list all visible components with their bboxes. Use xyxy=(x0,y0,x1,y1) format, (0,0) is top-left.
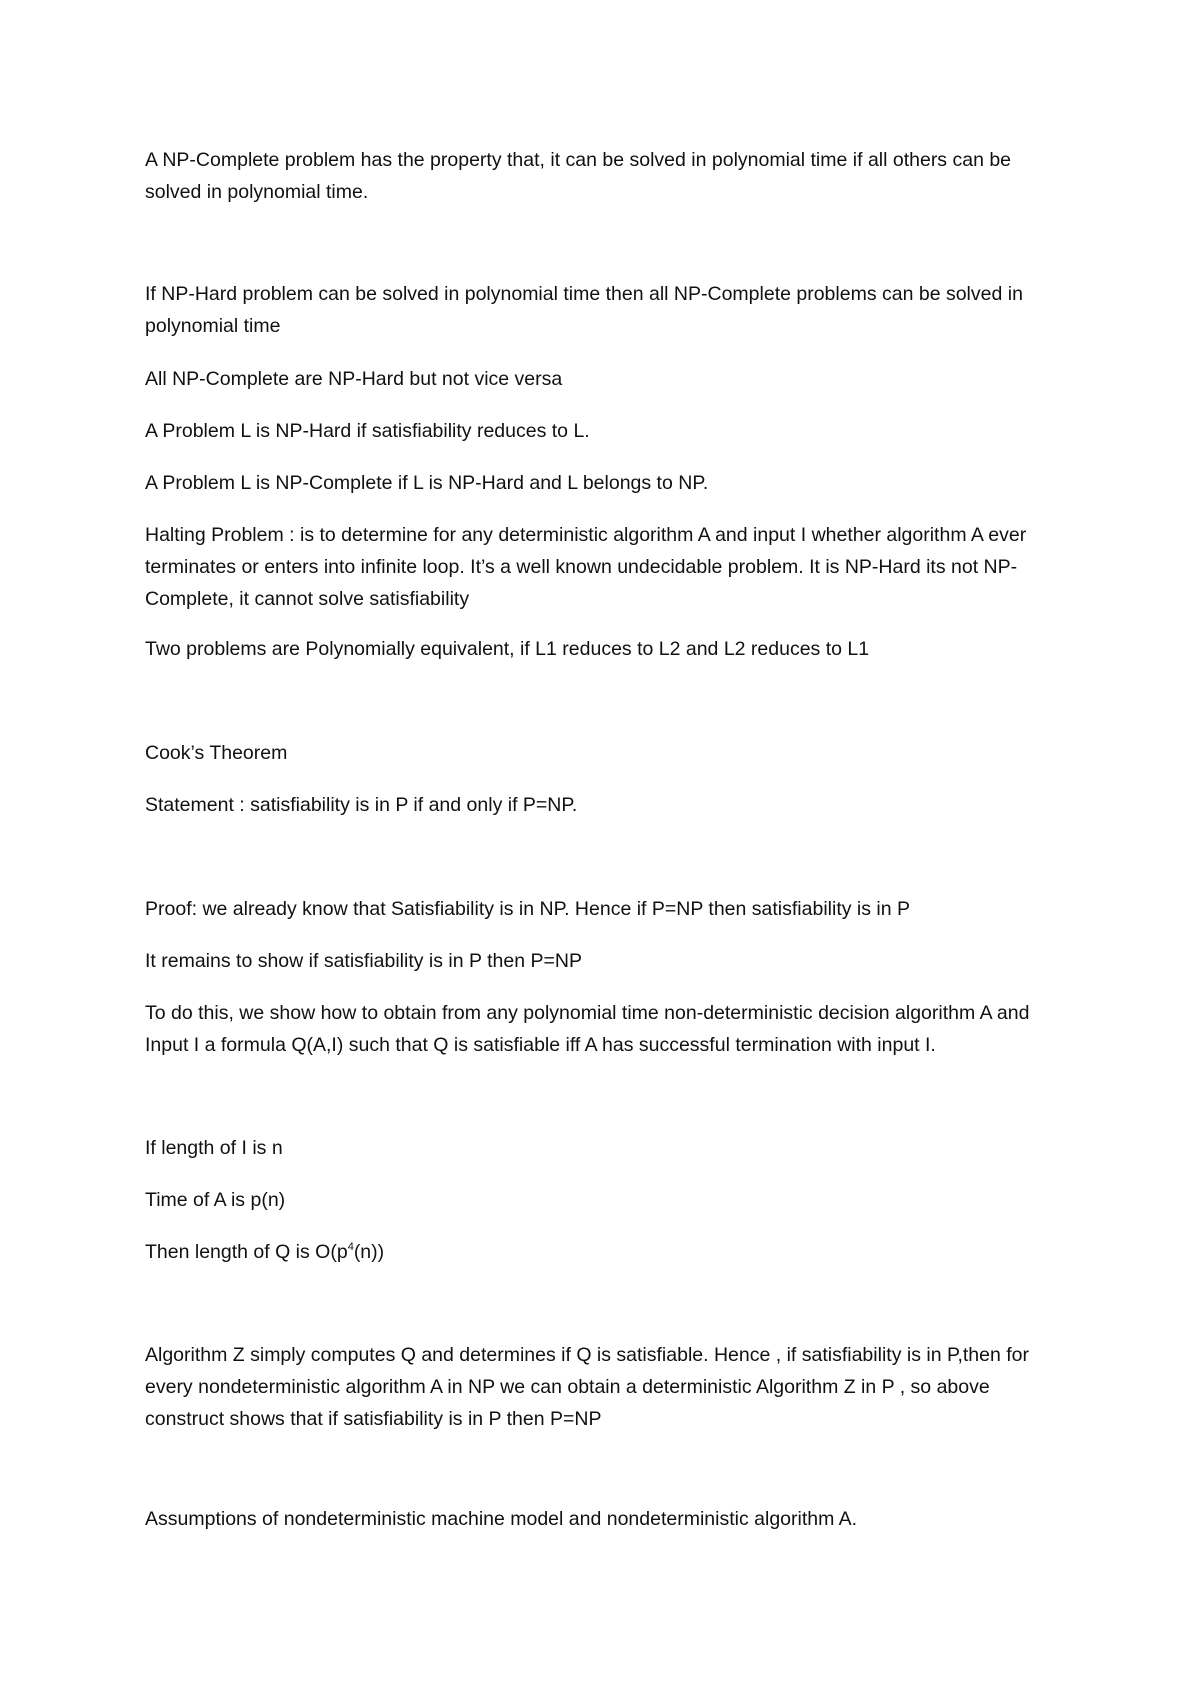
exponent: 4 xyxy=(347,1241,354,1253)
paragraph-np-complete-property: A NP-Complete problem has the property that, it can be solved in polynomial time if all others can be solved in polynomial time. xyxy=(145,149,1012,203)
paragraph-proof: Proof: we already know that Satisfiability is in NP. Hence if P=NP then satisfiability is in P xyxy=(145,898,911,920)
paragraph-remains-to-show: It remains to show if satisfiability is in P then P=NP xyxy=(145,950,582,972)
length-of-q-tail: (n)) xyxy=(353,1241,385,1263)
paragraph-time-of-a: Time of A is p(n) xyxy=(145,1189,286,1211)
paragraph-assumptions: Assumptions of nondeterministic machine model and nondeterministic algorithm A. xyxy=(145,1508,858,1530)
paragraph-length-of-q xyxy=(145,1236,1065,1268)
paragraph-length-of-i: If length of I is n xyxy=(145,1137,283,1159)
paragraph-algorithm-z: Algorithm Z simply computes Q and determines if Q is satisfiable. Hence , if satisfiability is in P,then for every nondeterministic algorithm A in NP we can obtain a deterministic Algorithm Z in P , so above construct shows that if satisfiability is in P then P=NP xyxy=(145,1344,1029,1430)
paragraph-polynomial-equivalence: Two problems are Polynomially equivalent, if L1 reduces to L2 and L2 reduces to L1 xyxy=(145,638,870,660)
paragraph-np-complete-vs-hard: All NP-Complete are NP-Hard but not vice versa xyxy=(145,368,563,390)
paragraph-np-hard-polynomial: If NP-Hard problem can be solved in polynomial time then all NP-Complete problems can be solved in polynomial time xyxy=(145,283,1023,337)
paragraph-np-complete-definition: A Problem L is NP-Complete if L is NP-Hard and L belongs to NP. xyxy=(145,472,709,494)
paragraph-np-hard-definition: A Problem L is NP-Hard if satisfiability reduces to L. xyxy=(145,420,590,442)
length-of-q-text: Then length of Q is O(p xyxy=(145,1241,348,1263)
heading-cooks-theorem: Cook’s Theorem xyxy=(145,742,288,764)
paragraph-halting-problem: Halting Problem : is to determine for any deterministic algorithm A and input I whether algorithm A ever terminates or enters into infinite loop. It’s a well known undecidable problem. It is NP-Hard its not NP-Complete, it cannot solve satisfiability xyxy=(145,524,1027,610)
paragraph-to-do-this: To do this, we show how to obtain from any polynomial time non-deterministic decision algorithm A and Input I a formula Q(A,I) such that Q is satisfiable iff A has successful termination with input I. xyxy=(145,1002,1030,1056)
paragraph-statement: Statement : satisfiability is in P if and only if P=NP. xyxy=(145,794,578,816)
